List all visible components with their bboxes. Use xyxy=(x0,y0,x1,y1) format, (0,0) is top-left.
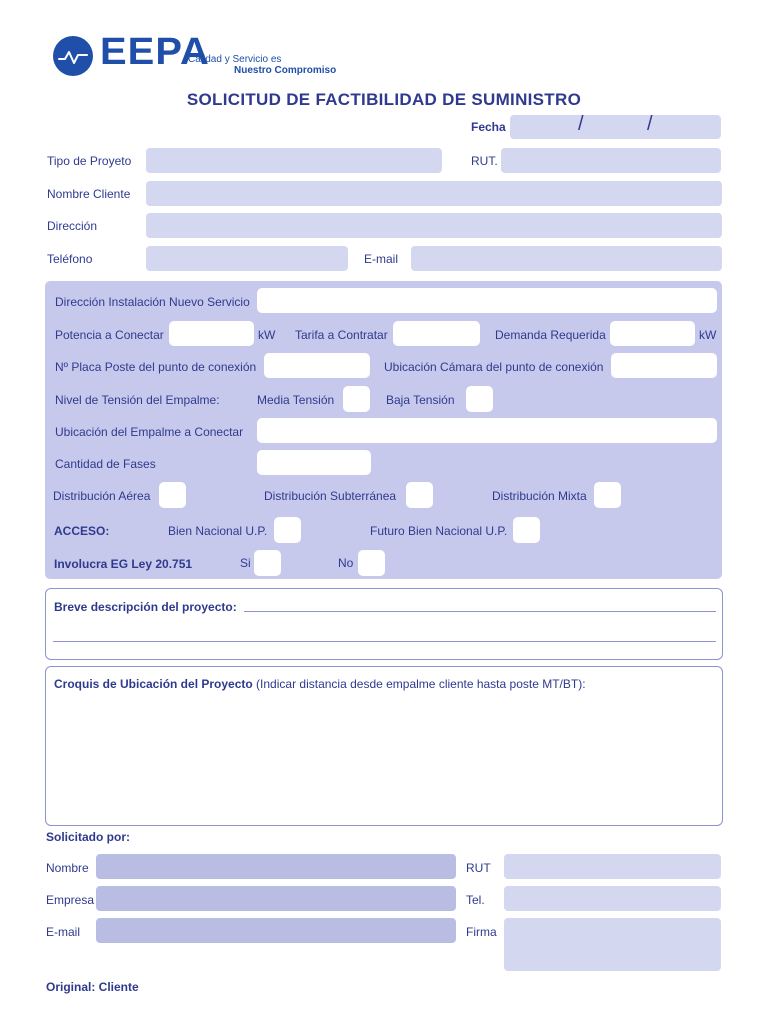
si-label: Si xyxy=(240,556,251,570)
footer-note: Original: Cliente xyxy=(46,980,139,994)
logo-wave-icon xyxy=(52,35,94,77)
futuro-bien-checkbox[interactable] xyxy=(513,517,540,543)
fecha-field[interactable] xyxy=(510,115,721,139)
descripcion-line xyxy=(53,641,716,642)
dist-subterranea-label: Distribución Subterránea xyxy=(264,489,397,503)
direccion-label: Dirección xyxy=(47,219,98,233)
tarifa-label: Tarifa a Contratar xyxy=(295,328,388,342)
cant-fases-label: Cantidad de Fases xyxy=(55,457,156,471)
placa-poste-label: Nº Placa Poste del punto de conexión xyxy=(55,360,257,374)
cant-fases-field[interactable] xyxy=(257,450,371,475)
date-separator: / xyxy=(647,113,653,135)
baja-tension-label: Baja Tensión xyxy=(386,393,455,407)
tel-field[interactable] xyxy=(504,886,721,911)
baja-tension-checkbox[interactable] xyxy=(466,386,493,412)
potencia-label: Potencia a Conectar xyxy=(55,328,164,342)
solicitado-heading: Solicitado por: xyxy=(46,830,130,844)
bien-nacional-label: Bien Nacional U.P. xyxy=(168,524,268,538)
direccion-field[interactable] xyxy=(146,213,722,238)
empresa-label: Empresa xyxy=(46,893,95,907)
media-tension-label: Media Tensión xyxy=(257,393,335,407)
fecha-label: Fecha xyxy=(471,120,506,134)
nombre-cliente-label: Nombre Cliente xyxy=(47,187,131,201)
descripcion-box[interactable] xyxy=(45,588,723,660)
sol-rut-field[interactable] xyxy=(504,854,721,879)
firma-field[interactable] xyxy=(504,918,721,971)
page-title: SOLICITUD DE FACTIBILIDAD DE SUMINISTRO xyxy=(186,90,582,109)
sol-email-field[interactable] xyxy=(96,918,456,943)
ubic-camara-field[interactable] xyxy=(611,353,717,378)
kw-unit: kW xyxy=(258,328,276,342)
rut-field[interactable] xyxy=(501,148,721,173)
descripcion-label: Breve descripción del proyecto: xyxy=(54,600,237,614)
media-tension-checkbox[interactable] xyxy=(343,386,370,412)
dist-subterranea-checkbox[interactable] xyxy=(406,482,433,508)
email-label: E-mail xyxy=(364,252,399,266)
kw-unit: kW xyxy=(699,328,717,342)
tarifa-field[interactable] xyxy=(393,321,480,346)
demanda-label: Demanda Requerida xyxy=(495,328,606,342)
nombre-label: Nombre xyxy=(46,861,89,875)
logo-tagline-2: Nuestro Compromiso xyxy=(234,65,337,76)
nombre-field[interactable] xyxy=(96,854,456,879)
no-label: No xyxy=(338,556,354,570)
dist-aerea-checkbox[interactable] xyxy=(159,482,186,508)
nombre-cliente-field[interactable] xyxy=(146,181,722,206)
rut-label: RUT. xyxy=(471,154,498,168)
nivel-tension-label: Nivel de Tensión del Empalme: xyxy=(55,393,220,407)
email-field[interactable] xyxy=(411,246,722,271)
placa-poste-field[interactable] xyxy=(264,353,370,378)
logo-tagline-1: Calidad y Servicio es xyxy=(188,54,282,65)
dir-instalacion-field[interactable] xyxy=(257,288,717,313)
ubic-empalme-label: Ubicación del Empalme a Conectar xyxy=(55,425,244,439)
telefono-label: Teléfono xyxy=(47,252,93,266)
telefono-field[interactable] xyxy=(146,246,348,271)
bien-nacional-checkbox[interactable] xyxy=(274,517,301,543)
dir-instalacion-label: Dirección Instalación Nuevo Servicio xyxy=(55,295,250,309)
dist-mixta-checkbox[interactable] xyxy=(594,482,621,508)
acceso-label: ACCESO: xyxy=(54,524,110,538)
tipo-proyecto-label: Tipo de Proyeto xyxy=(47,154,132,168)
firma-label: Firma xyxy=(466,925,497,939)
croquis-label xyxy=(54,677,586,691)
demanda-field[interactable] xyxy=(610,321,695,346)
logo xyxy=(52,33,352,79)
potencia-field[interactable] xyxy=(169,321,254,346)
ubic-camara-label: Ubicación Cámara del punto de conexión xyxy=(384,360,604,374)
logo-brand: EEPA xyxy=(100,31,210,73)
sol-rut-label: RUT xyxy=(466,861,491,875)
involucra-label: Involucra EG Ley 20.751 xyxy=(54,557,193,571)
tel-label: Tel. xyxy=(466,893,485,907)
no-checkbox[interactable] xyxy=(358,550,385,576)
futuro-bien-label: Futuro Bien Nacional U.P. xyxy=(370,524,508,538)
sol-email-label: E-mail xyxy=(46,925,81,939)
empresa-field[interactable] xyxy=(96,886,456,911)
si-checkbox[interactable] xyxy=(254,550,281,576)
tipo-proyecto-field[interactable] xyxy=(146,148,442,173)
descripcion-line xyxy=(244,611,716,612)
dist-mixta-label: Distribución Mixta xyxy=(492,489,587,503)
ubic-empalme-field[interactable] xyxy=(257,418,717,443)
croquis-label-rest: (Indicar distancia desde empalme cliente hasta poste MT/BT): xyxy=(252,677,586,691)
croquis-label-bold: Croquis de Ubicación del Proyecto xyxy=(54,677,253,691)
date-separator: / xyxy=(578,113,584,135)
dist-aerea-label: Distribución Aérea xyxy=(53,489,151,503)
